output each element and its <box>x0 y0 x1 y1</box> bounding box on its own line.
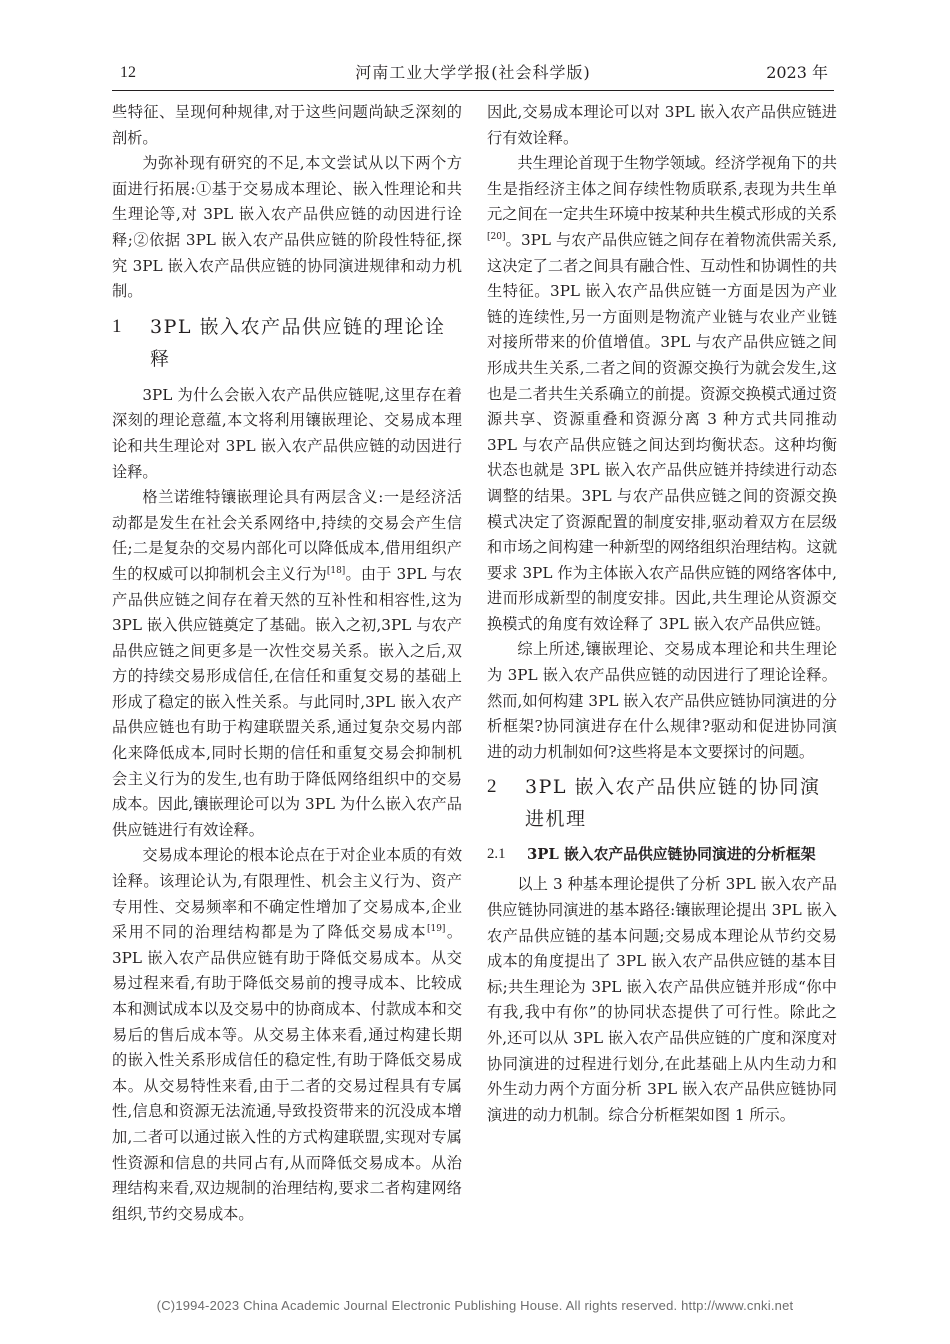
section-heading <box>112 311 462 375</box>
paragraph: 交易成本理论的根本论点在于对企业本质的有效诠释。该理论认为,有限理性、机会主义行为、资产专用性、交易频率和不确定性增加了交易成本,企业采用不同的治理结构都是为了降低交易成本[19]。3PL 嵌入农产品供应链有助于降低交易成本。从交易过程来看,有助于降低交易前的搜寻成本、比较成本和测试成本以及交易中的协商成本、付款成本和交易后的售后成本等。从交易主体来看,通过构建长期的嵌入性关系形成信任的稳定性,有助于降低交易成本。从交易特性来看,由于二者的交易过程具有专属性,信息和资源无法流通,导致投资带来的沉没成本增加,二者可以通过嵌入性的方式构建联盟,实现对专属性资源和信息的共同占有,从而降低交易成本。从治理结构来看,双边规制的治理结构,要求二者构建网络组织,节约交易成本。 <box>112 846 463 1223</box>
paragraph: 综上所述,镶嵌理论、交易成本理论和共生理论为 3PL 嵌入农产品供应链的动因进行了理论诠释。然而,如何构建 3PL 嵌入农产品供应链协同演进的分析框架?协同演进存在什么规律?驱动和促进协同演进的动力机制如何?这些将是本文要探讨的问题。 <box>487 640 837 761</box>
paragraph: 为弥补现有研究的不足,本文尝试从以下两个方面进行拓展:①基于交易成本理论、嵌入性理论和共生理论等,对 3PL 嵌入农产品供应链的动因进行诠释;②依据 3PL 嵌入农产品供应链的阶段性特征,探究 3PL 嵌入农产品供应链的协同演进规律和动力机制。 <box>112 154 462 301</box>
section-number: 1 <box>112 315 123 337</box>
section-title: 3PL 嵌入农产品供应链的协同演进机理 <box>525 776 821 831</box>
paragraph: 格兰诺维特镶嵌理论具有两层含义:一是经济活动都是发生在社会关系网络中,持续的交易会产生信任;二是复杂的交易内部化可以降低成本,借用组织产生的权威可以抑制机会主义行为[18]。由于 3PL 与农产品供应链之间存在着天然的互补性和相容性,这为 3PL 嵌入供应链奠定了基础。嵌入之初,3PL 与农产品供应链之间更多是一次性交易关系。嵌入之后,双方的持续交易形成信任,在信任和重复交易的基础上形成了稳定的嵌入性关系。与此同时,3PL 嵌入农产品供应链也有助于构建联盟关系,通过复杂交易内部化来降低成本,同时长期的信任和重复交易会抑制机会主义行为的发生,也有助于降低网络组织中的交易成本。因此,镶嵌理论可以为 3PL 为什么嵌入农产品供应链进行有效诠释。 <box>112 488 462 839</box>
section-number: 2 <box>487 776 498 798</box>
paragraph: 3PL 为什么会嵌入农产品供应链呢,这里存在着深刻的理论意蕴,本文将利用镶嵌理论、交易成本理论和共生理论对 3PL 嵌入农产品供应链的动因进行诠释。 <box>112 385 462 481</box>
subsection-number: 2.1 <box>487 846 506 863</box>
running-header <box>112 62 834 88</box>
paragraph: 以上 3 种基本理论提供了分析 3PL 嵌入农产品供应链协同演进的基本路径:镶嵌理论提出 3PL 嵌入农产品供应链的基本问题;交易成本理论从节约交易成本的角度提出了 3PL 嵌入农产品供应链的基本目标;共生理论为 3PL 嵌入农产品供应链并形成“你中有我,我中有你”的协同状态提供了可行性。除此之外,还可以从 3PL 嵌入农产品供应链的广度和深度对协同演进的过程进行划分,在此基础上从内生动力和外生动力两个方面分析 3PL 嵌入农产品供应链协同演进的动力机制。综合分析框架如图 1 所示。 <box>487 875 837 1124</box>
citation-ref: [20] <box>487 231 506 242</box>
paragraph: 共生理论首现于生物学领域。经济学视角下的共生是指经济主体之间存续性物质联系,表现为共生单元之间在一定共生环境中按某种共生模式形成的关系[20]。3PL 与农产品供应链之间存在着物流供需关系,这决定了二者之间具有融合性、互动性和协调性的共生特征。3PL 嵌入农产品供应链一方面是因为产业链的连续性,另一方面则是物流产业链与农业产业链对接所带来的价值增值。3PL 与农产品供应链之间形成共生关系,二者之间的资源交换行为就会发生,这也是二者共生关系确立的前提。资源交换模式通过资源共享、资源重叠和资源分离 3 种方式共同推动 3PL 与农产品供应链之间达到均衡状态。这种均衡状态也就是 3PL 嵌入农产品供应链并持续进行动态调整的结果。3PL 与农产品供应链之间的资源交换模式决定了资源配置的制度安排,驱动着双方在层级和市场之间构建一种新型的网络组织治理结构。这就要求 3PL 作为主体嵌入农产品供应链的网络客体中,进而形成新型的制度安排。因此,共生理论从资源交换模式的角度有效诠释了 3PL 嵌入农产品供应链。 <box>487 154 837 633</box>
subsection-title: 3PL 嵌入农产品供应链协同演进的分析框架 <box>527 846 816 864</box>
section-title: 3PL 嵌入农产品供应链的理论诠释 <box>150 315 446 370</box>
copyright-footer: (C)1994-2023 China Academic Journal Electronic Publishing House. All rights reserved. http://www.cnki.net <box>156 1298 794 1313</box>
publication-year: 2023 年 <box>766 63 828 82</box>
citation-ref: [19] <box>426 924 446 935</box>
journal-title: 河南工业大学学报(社会科学版) <box>355 63 591 82</box>
section-heading <box>487 771 837 835</box>
paragraph: 些特征、呈现何种规律,对于这些问题尚缺乏深刻的剖析。 <box>112 103 462 147</box>
citation-ref: [18] <box>326 565 346 576</box>
page-number: 12 <box>120 64 136 81</box>
right-column <box>487 100 837 1128</box>
subsection-heading <box>487 843 837 866</box>
header-rule <box>112 90 834 91</box>
left-column <box>112 100 462 1227</box>
paragraph: 因此,交易成本理论可以对 3PL 嵌入农产品供应链进行有效诠释。 <box>487 103 837 147</box>
